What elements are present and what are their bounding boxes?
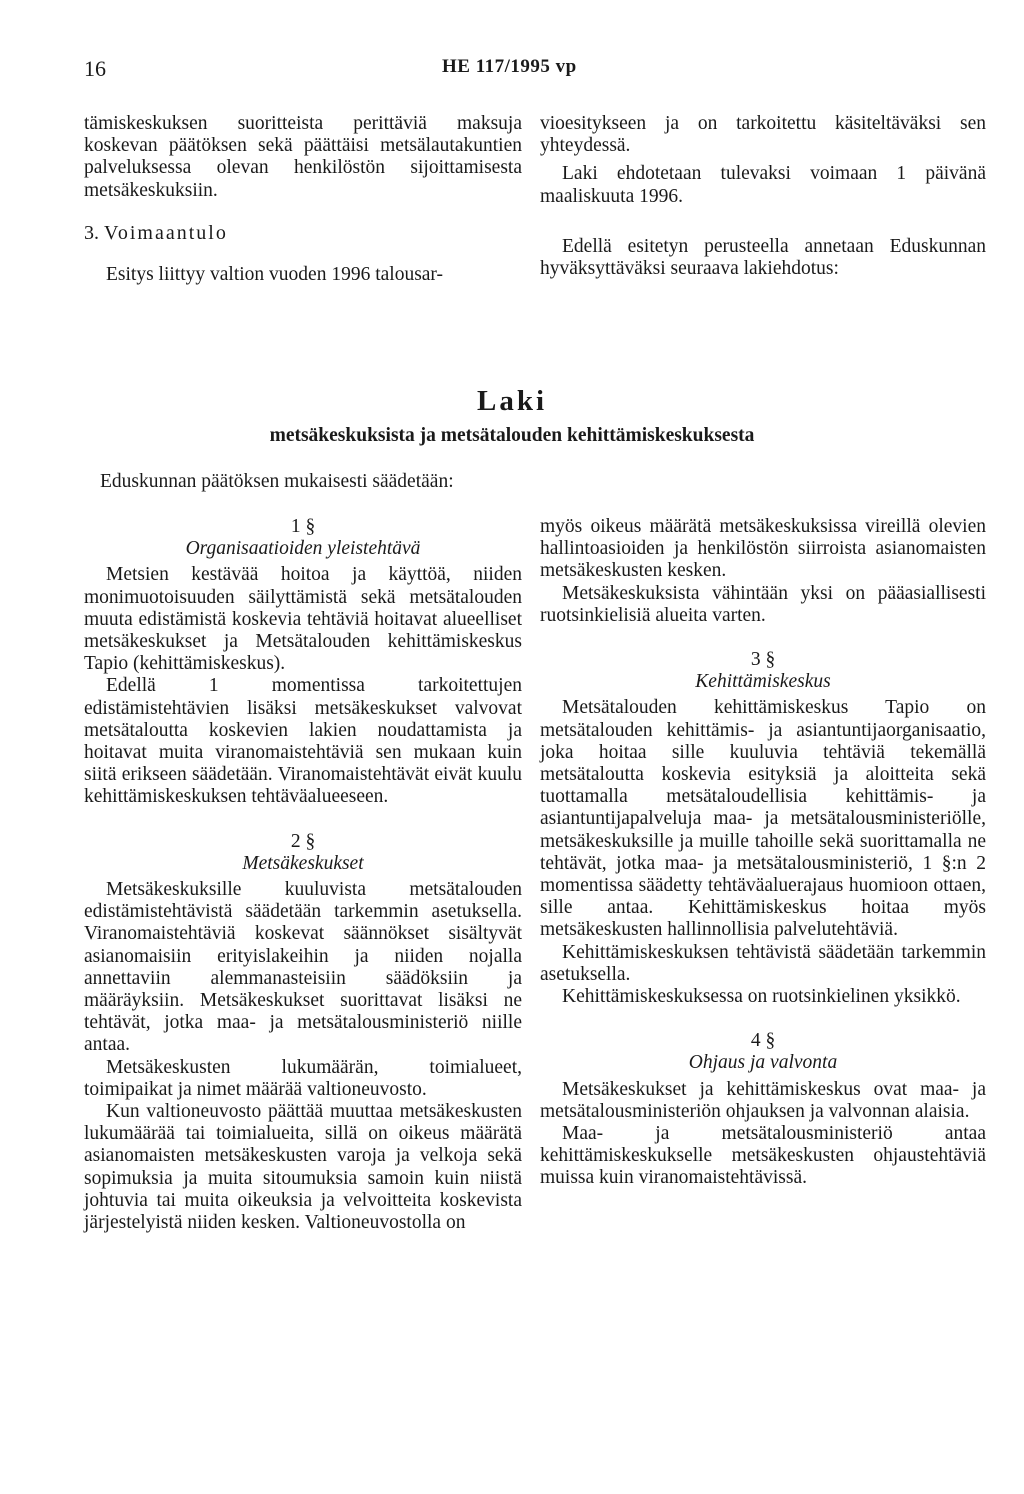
- section-3-heading: [84, 222, 522, 244]
- section-3-title-law: Kehittämiskeskus: [695, 671, 831, 693]
- section-2-paragraph-3: Kun valtioneuvosto päättää muuttaa metsäkeskusten lukumäärää tai toimialueita, sillä on oikeus määrätä asianomaisten metsäkeskusten varoja ja velkoja sekä sopimuksia ja muita sitoumuksia samoin kuin niistä johtuvia tai muita oikeuksia ja velvoitteita koskevista järjestelyistä niiden kesken. Valtioneuvostolla on: [84, 1101, 522, 1234]
- section-2-number: 2 §: [290, 830, 316, 852]
- section-3-paragraph-3: Kehittämiskeskuksessa on ruotsinkielinen yksikkö.: [562, 986, 961, 1008]
- section-1-number: 1 §: [290, 516, 316, 537]
- section-2-paragraph-1: Metsäkeskuksille kuuluvista metsätalouden edistämistehtävistä säädetään tarkemmin asetuksella. Viranomaistehtäviä koskevat säännökset sisältyvät asianomaisiin erityislakeihin ja niiden nojalla annettaviin alemmanasteisiin säädöksiin ja määräyksiin. Metsäkeskukset suorittavat lisäksi ne tehtävät, jotka maa- ja metsätalousministeriö niille antaa.: [84, 879, 522, 1056]
- section-4-paragraph-1: Metsäkeskukset ja kehittämiskeskus ovat maa- ja metsätalousministeriön ohjauksen ja valvonnan alaisia.: [540, 1078, 986, 1122]
- intro-left-column: [84, 113, 522, 286]
- section-3-paragraph: Esitys liittyy valtion vuoden 1996 talousar-: [106, 264, 444, 286]
- section-2-paragraph-4: Metsäkeskuksista vähintään yksi on pääasiallisesti ruotsinkielisiä alueita varten.: [540, 582, 986, 626]
- law-right-column: [540, 516, 986, 1190]
- law-title: Laki: [476, 385, 548, 417]
- section-3-title: Voimaantulo: [104, 221, 228, 244]
- section-4-number: 4 §: [750, 1030, 776, 1052]
- section-4-paragraph-2: Maa- ja metsätalousministeriö antaa kehittämiskeskukselle metsäkeskusten ohjaustehtäviä muissa kuin viranomaistehtävissä.: [540, 1123, 986, 1189]
- law-subtitle: metsäkeskuksista ja metsätalouden kehittämiskeskuksesta: [269, 425, 755, 446]
- law-left-column: [84, 516, 522, 1234]
- intro-right-paragraph-3: Edellä esitetyn perusteella annetaan Eduskunnan hyväksyttäväksi seuraava lakiehdotus:: [540, 235, 986, 280]
- section-4-title: Ohjaus ja valvonta: [688, 1052, 838, 1074]
- intro-right-column: [540, 113, 986, 280]
- section-3-number: 3.: [84, 221, 99, 244]
- intro-right-paragraph-1: vioesitykseen ja on tarkoitettu käsiteltäväksi sen yhteydessä.: [540, 113, 986, 157]
- section-2-paragraph-2: Metsäkeskusten lukumäärän, toimialueet, toimipaikat ja nimet määrää valtioneuvosto.: [84, 1056, 522, 1100]
- section-2-title: Metsäkeskukset: [242, 852, 364, 874]
- section-3-number-law: 3 §: [750, 649, 776, 671]
- section-1-paragraph-2: Edellä 1 momentissa tarkoitettujen edistämistehtävien lisäksi metsäkeskukset valvovat metsätaloutta koskevien lakien noudattamista ja hoitavat muita viranomaistehtäviä sen mukaan kuin siitä erikseen säädetään. Viranomaistehtävät eivät kuulu kehittämiskeskuksen tehtäväalueeseen.: [84, 675, 522, 808]
- section-1-title: Organisaatioiden yleistehtävä: [185, 538, 421, 560]
- page-number: 16: [84, 56, 106, 81]
- section-3-paragraph-1: Metsätalouden kehittämiskeskus Tapio on metsätalouden kehittämis- ja asiantuntijaorganisaatio, joka hoitaa sille kuuluvia tehtäviä tekemällä metsätaloutta koskevia esityksiä ja aloitteita sekä tuottamalla metsätaloudellisia kehittämis- ja asiantuntijapalveluja maa- ja metsätalousministeriölle, metsäkeskuksille ja muille tahoille sekä suorittamalla ne tehtävät, jotka maa- ja metsätalousministeriö, 1 §:n 2 momentissa säädetty tehtäväaluerajaus huomioon ottaen, sille antaa. Kehittämiskeskus hoitaa myös metsäkeskusten hallinnollisia palvelutehtäviä.: [540, 697, 986, 941]
- running-head: HE 117/1995 vp: [442, 56, 577, 77]
- section-3-paragraph-2: Kehittämiskeskuksen tehtävistä säädetään tarkemmin asetuksella.: [540, 941, 986, 985]
- enactment-clause: Eduskunnan päätöksen mukaisesti säädetään:: [100, 471, 454, 492]
- section-1-paragraph-1: Metsien kestävää hoitoa ja käyttöä, niiden monimuotoisuuden säilyttämistä sekä metsätalouden muuta edistämistä koskevia tehtäviä hoitavat alueelliset metsäkeskukset ja Metsätalouden kehittämiskeskus Tapio (kehittämiskeskus).: [84, 564, 522, 675]
- intro-left-paragraph: tämiskeskuksen suoritteista perittäviä maksuja koskevan päätöksen sekä päättäisi metsälautakuntien palveluksessa olevan henkilöstön sijoittamisesta metsäkeskuksiin.: [84, 113, 522, 201]
- section-2-continuation: myös oikeus määrätä metsäkeskuksissa vireillä olevien hallintoasioiden ja henkilöstön siirroista asianomaisten metsäkeskusten kesken.: [540, 516, 986, 582]
- intro-right-paragraph-2: Laki ehdotetaan tulevaksi voimaan 1 päivänä maaliskuuta 1996.: [540, 163, 986, 207]
